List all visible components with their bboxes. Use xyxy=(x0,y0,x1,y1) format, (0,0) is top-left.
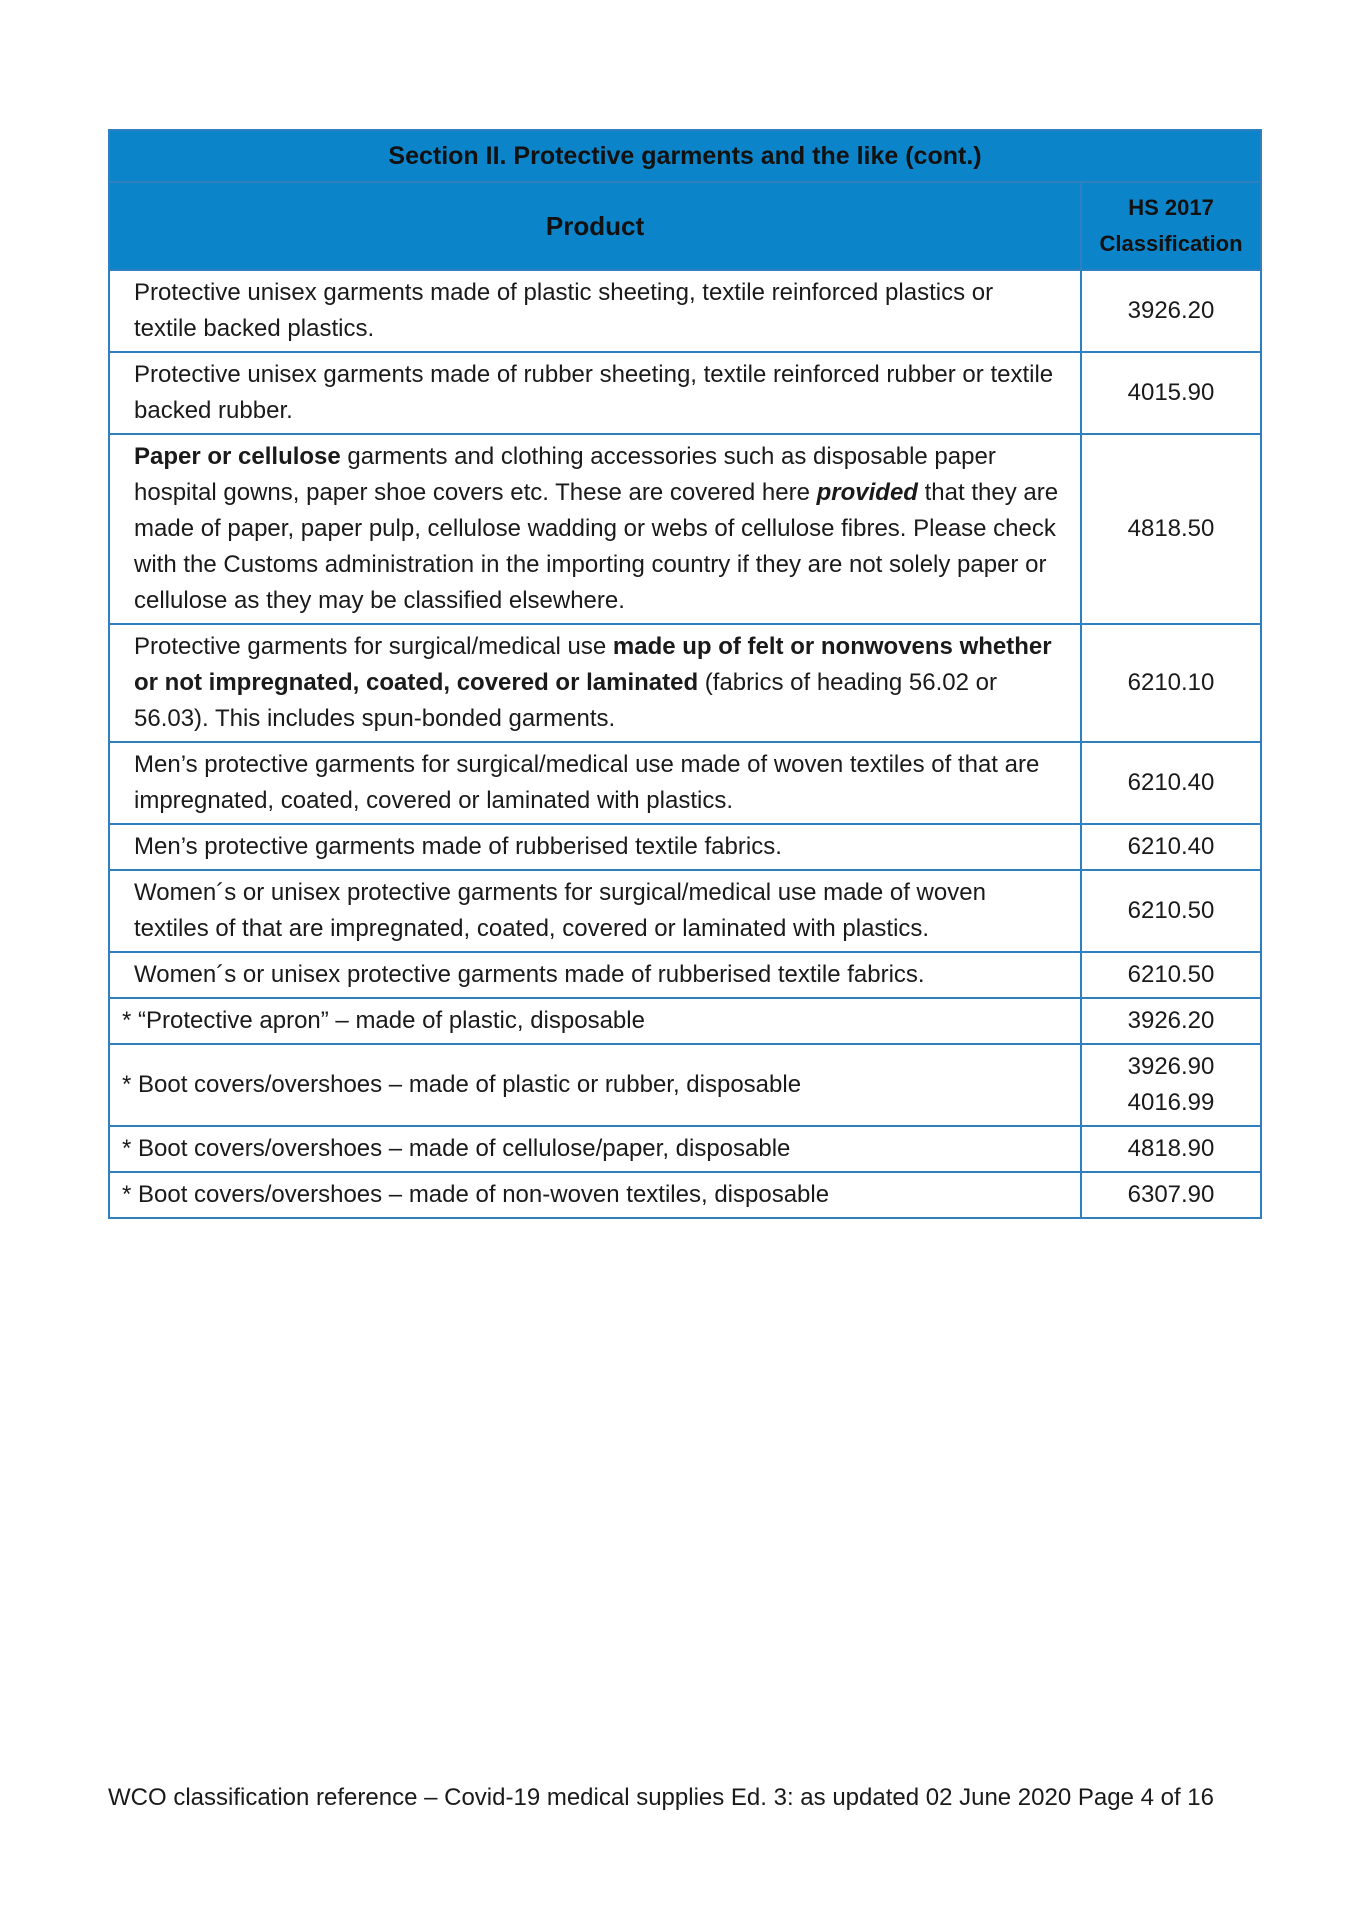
hs-code: 3926.20 xyxy=(1081,270,1261,352)
classification-column-header xyxy=(1081,182,1261,270)
hs-code: 4016.99 xyxy=(1127,1089,1215,1116)
hs-code: 4818.50 xyxy=(1081,434,1261,624)
table-row xyxy=(109,352,1261,434)
product-description: * Boot covers/overshoes – made of plastic or rubber, disposable xyxy=(109,1044,1081,1126)
page-footer: WCO classification reference – Covid-19 medical supplies Ed. 3: as updated 02 June 2020 Page 4 of 16 xyxy=(108,1784,1214,1811)
table-row xyxy=(109,434,1261,624)
hs-code: 4818.90 xyxy=(1081,1126,1261,1172)
classification-header-line1: HS 2017 xyxy=(1128,195,1214,220)
hs-code: 6307.90 xyxy=(1081,1172,1261,1218)
hs-classification-table xyxy=(108,129,1262,1219)
table-row xyxy=(109,824,1261,870)
table-row xyxy=(109,1172,1261,1218)
hs-code: 6210.10 xyxy=(1081,624,1261,742)
hs-code: 6210.40 xyxy=(1081,742,1261,824)
section-title: Section II. Protective garments and the like (cont.) xyxy=(109,130,1261,182)
table-row xyxy=(109,1126,1261,1172)
product-column-header: Product xyxy=(109,182,1081,270)
table-row xyxy=(109,1044,1261,1126)
table-row xyxy=(109,952,1261,998)
bold-lead-text: Paper or cellulose xyxy=(134,443,341,470)
product-description: Women´s or unisex protective garments made of rubberised textile fabrics. xyxy=(109,952,1081,998)
table-row xyxy=(109,998,1261,1044)
product-description: * Boot covers/overshoes – made of non-woven textiles, disposable xyxy=(109,1172,1081,1218)
product-description: * “Protective apron” – made of plastic, disposable xyxy=(109,998,1081,1044)
emphasis-text: provided xyxy=(816,479,918,506)
hs-code-list xyxy=(1081,1044,1261,1126)
hs-code: 4015.90 xyxy=(1081,352,1261,434)
description-text: that they are made of paper, paper pulp, cellulose wadding or webs of cellulose fibres. Please check with the Customs administration in the importing country if they are not solely paper or cellulose as they may be classified elsewhere. xyxy=(134,479,1059,614)
product-description: Women´s or unisex protective garments for surgical/medical use made of woven textiles of that are impregnated, coated, covered or laminated with plastics. xyxy=(109,870,1081,952)
product-description xyxy=(109,434,1081,624)
product-description: Protective unisex garments made of rubber sheeting, textile reinforced rubber or textile backed rubber. xyxy=(109,352,1081,434)
table-row xyxy=(109,742,1261,824)
description-text: Protective garments for surgical/medical use xyxy=(134,633,613,660)
product-description: Men’s protective garments made of rubberised textile fabrics. xyxy=(109,824,1081,870)
classification-header-line2: Classification xyxy=(1099,231,1243,256)
product-description: Men’s protective garments for surgical/medical use made of woven textiles of that are impregnated, coated, covered or laminated with plastics. xyxy=(109,742,1081,824)
hs-code: 6210.50 xyxy=(1081,870,1261,952)
description-text: (fabrics of heading 56.02 or 56.03). This includes spun-bonded garments. xyxy=(134,669,997,732)
hs-code: 6210.40 xyxy=(1081,824,1261,870)
table-row xyxy=(109,270,1261,352)
hs-code: 6210.50 xyxy=(1081,952,1261,998)
product-description: * Boot covers/overshoes – made of cellulose/paper, disposable xyxy=(109,1126,1081,1172)
bold-text: made up of felt or nonwovens whether or not impregnated, coated, covered or laminated xyxy=(134,633,1052,696)
hs-code: 3926.90 xyxy=(1127,1053,1215,1080)
hs-code: 3926.20 xyxy=(1081,998,1261,1044)
product-description xyxy=(109,624,1081,742)
section-title-row xyxy=(109,130,1261,182)
product-description: Protective unisex garments made of plastic sheeting, textile reinforced plastics or textile backed plastics. xyxy=(109,270,1081,352)
header-row xyxy=(109,182,1261,270)
table-row xyxy=(109,870,1261,952)
description-text: garments and clothing accessories such as disposable paper hospital gowns, paper shoe covers etc. These are covered here xyxy=(134,443,996,506)
table-row xyxy=(109,624,1261,742)
